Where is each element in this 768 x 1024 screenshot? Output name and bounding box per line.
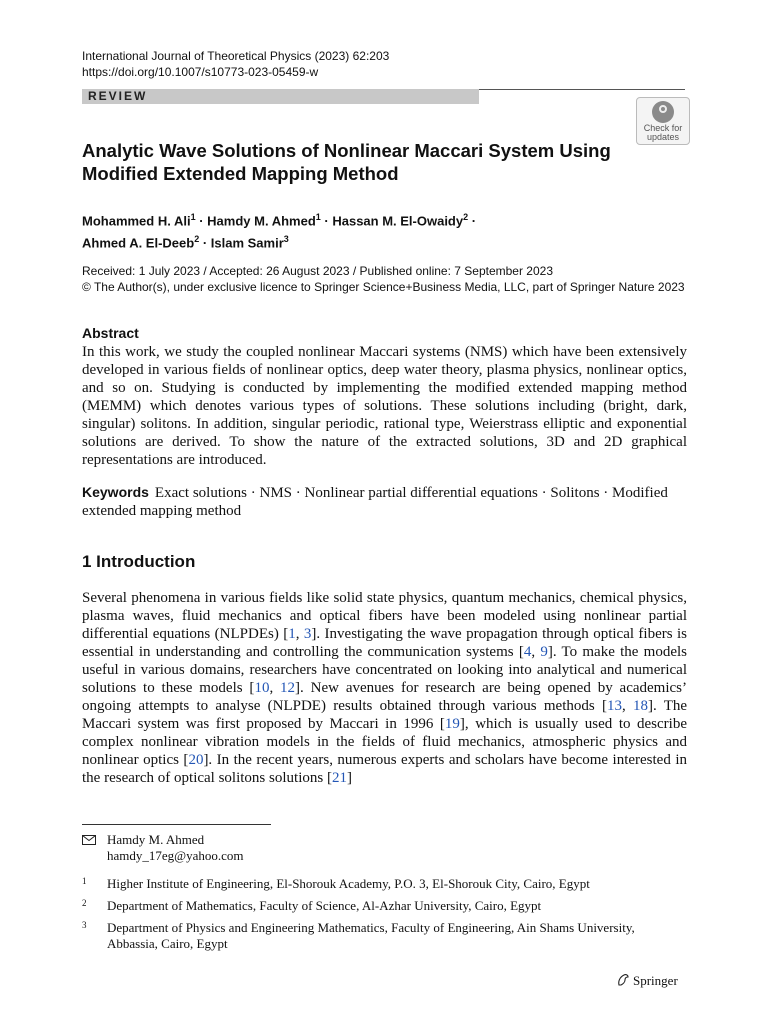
doi-link[interactable]: https://doi.org/10.1007/s10773-023-05459-w: [82, 65, 319, 79]
author-name[interactable]: Ahmed A. El-Deeb: [82, 235, 195, 251]
citation-link[interactable]: 18: [632, 698, 648, 714]
affiliation-text: Department of Mathematics, Faculty of Science, Al-Azhar University, Cairo, Egypt: [107, 898, 542, 913]
envelope-icon: [82, 835, 96, 845]
author-affiliation: 1: [315, 212, 321, 222]
journal-citation: International Journal of Theoretical Physics (2023) 62:203: [82, 49, 390, 63]
author-name[interactable]: Islam Samir: [210, 235, 284, 251]
citation-link[interactable]: 3: [303, 626, 312, 642]
corresponding-author: [107, 832, 244, 864]
affiliation-number: 3: [82, 920, 87, 930]
corresponding-email[interactable]: hamdy_17eg@yahoo.com: [107, 848, 244, 863]
title-line-2: Modified Extended Mapping Method: [82, 163, 399, 184]
author-affiliation: 1: [190, 212, 196, 222]
citation-link[interactable]: 12: [280, 680, 296, 696]
citation-link[interactable]: 13: [606, 698, 622, 714]
citation-link[interactable]: 19: [444, 716, 460, 732]
author-affiliation: 2: [194, 234, 200, 245]
section-label: REVIEW: [88, 89, 148, 103]
citation-link[interactable]: 20: [188, 752, 204, 768]
springer-horse-icon: [616, 973, 630, 987]
keywords: [82, 483, 687, 520]
author-affiliation: 2: [463, 212, 469, 222]
publisher-name: Springer: [633, 973, 678, 988]
keywords-text: Exact solutions · NMS · Nonlinear partial differential equations · Solitons · Modified extended mapping method: [82, 485, 668, 519]
affiliation-text: Department of Physics and Engineering Mathematics, Faculty of Engineering, Ain Shams University, Abbassia, Cairo, Egypt: [107, 920, 635, 951]
citation-link[interactable]: 9: [540, 644, 548, 660]
author-name[interactable]: Hamdy M. Ahmed: [207, 213, 316, 229]
dates-line: Received: 1 July 2023 / Accepted: 26 August 2023 / Published online: 7 September 2023: [82, 264, 553, 278]
citation-link[interactable]: 1: [288, 626, 296, 642]
citation-link[interactable]: 4: [523, 644, 532, 660]
introduction-text: Several phenomena in various fields like solid state physics, quantum mechanics, chemical physics, plasma waves, fluid mechanics and optical fibers have been modeled using nonlinear partial differential equations (NLPDEs) [1, 3]. Investigating the wave propagation through optical fibers is essential in understanding and controlling the communication systems [4, 9]. To make the models useful in various domains, researchers have concentrated on looking into analytical and numerical solutions to these models [10, 12]. New avenues for research are being opened by academics’ ongoing attempts to analyse (NLPDE) results obtained through various methods [13, 18]. The Maccari system was first proposed by Maccari in 1996 [19], which is usually used to describe complex nonlinear vibration models in the fields of fluid mechanics, atmospheric physics and nonlinear optics [20]. In the recent years, numerous experts and scholars have become interested in the research of optical solitons solutions [21]: [82, 590, 688, 786]
section-label-bar: [82, 89, 479, 104]
title-line-1: Analytic Wave Solutions of Nonlinear Maccari System Using: [82, 140, 611, 161]
author-name[interactable]: Hassan M. El-Owaidy: [332, 213, 464, 229]
check-for-updates-badge[interactable]: [636, 97, 690, 145]
author-affiliation: 3: [283, 234, 289, 245]
corresponding-name: Hamdy M. Ahmed: [107, 832, 205, 847]
affiliation-number: 1: [82, 876, 87, 886]
abstract-text: In this work, we study the coupled nonlinear Maccari systems (NMS) which have been extensively developed in various fields of nonlinear optics, deep water theory, plasma physics, nonlinear optics, and so on. Studying is conducted by implementing the modified extended mapping method (MEMM) which denotes various types of solutions. These solutions including (bright, dark, singular) solitons. In addition, singular periodic, rational type, Weierstrass elliptic and exponential solutions are derived. To show the nature of the extracted solutions, 3D and 2D graphical representations are introduced.: [82, 344, 687, 468]
publication-dates: [82, 263, 692, 295]
affiliation-number: 2: [82, 898, 87, 908]
section-heading: 1 Introduction: [82, 552, 196, 571]
publisher-logo: [616, 972, 678, 990]
citation-link[interactable]: 10: [254, 680, 270, 696]
abstract-heading: Abstract: [82, 325, 139, 341]
footnote-rule: [82, 824, 271, 825]
author-name[interactable]: Mohammed H. Ali: [82, 213, 191, 229]
header-rule: [479, 89, 685, 90]
paper-title: [82, 139, 662, 185]
badge-label-2: updates: [646, 132, 680, 142]
affiliation-text: Higher Institute of Engineering, El-Shorouk Academy, P.O. 3, El-Shorouk City, Cairo, Egypt: [107, 876, 590, 891]
copyright-line: © The Author(s), under exclusive licence to Springer Science+Business Media, LLC, part of Springer Nature 2023: [82, 280, 685, 294]
citation-link[interactable]: 21: [331, 770, 347, 786]
badge-label-1: Check for: [643, 123, 683, 133]
keywords-label: Keywords: [82, 484, 149, 500]
updates-icon: [652, 101, 674, 123]
journal-header: [82, 48, 389, 80]
author-list: Mohammed H. Ali$^1$ · Hamdy M. Ahmed$^1$ · Hassan M. El-Owaidy$^2$ · Ahmed A. El-Deeb$^2$ · Islam Samir$^3$: [82, 212, 477, 251]
